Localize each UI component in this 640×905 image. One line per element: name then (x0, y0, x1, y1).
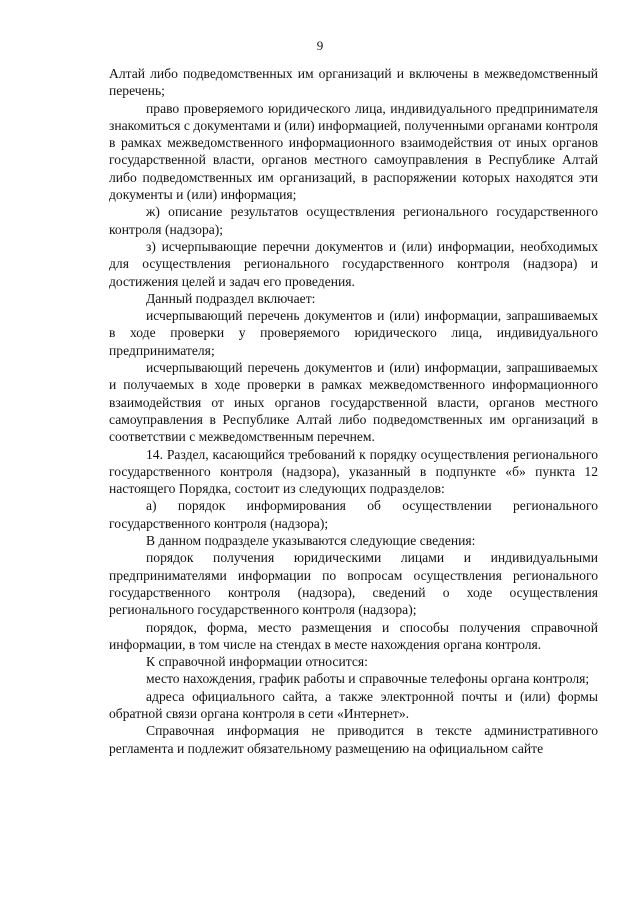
paragraph: Данный подраздел включает: (146, 290, 316, 306)
paragraph: К справочной информации относится: (146, 654, 368, 670)
paragraph: Справочная информация не приводится в тексте административного регламента и подлежит обязательному размещению на официальном сайте (109, 723, 598, 756)
paragraph: а) порядок информирования об осуществлении регионального государственного контроля (надзора); (109, 498, 598, 531)
paragraph: порядок, форма, место размещения и способы получения справочной информации, в том числе на стендах в месте нахождения органа контроля. (109, 619, 598, 652)
paragraph: Алтай либо подведомственных им организаций и включены в межведомственный перечень; (109, 66, 598, 99)
paragraph: 14. Раздел, касающийся требований к порядку осуществления регионального государственного контроля (надзора), указанный в подпункте «б» пункта 12 настоящего Порядка, состоит из следующих подразделов: (109, 446, 598, 497)
paragraph: место нахождения, график работы и справочные телефоны органа контроля; (146, 671, 590, 687)
document-body (109, 65, 598, 757)
paragraph: ж) описание результатов осуществления регионального государственного контроля (надзора); (109, 204, 598, 237)
paragraph: порядок получения юридическими лицами и индивидуальными предпринимателями информации по вопросам осуществления регионального государственного контроля (надзора), сведений о ходе осуществления регионального государственного контроля (надзора); (109, 550, 598, 618)
page-number: 9 (316, 38, 324, 53)
paragraph: В данном подразделе указываются следующие сведения: (146, 533, 476, 549)
paragraph: право проверяемого юридического лица, индивидуального предпринимателя знакомиться с документами и (или) информацией, полученными органами контроля в рамках межведомственного информационного взаимодействия от иных органов государственной власти, органов местного самоуправления в Республике Алтай либо подведомственных им организаций, в распоряжении которых находятся эти документы и (или) информация; (109, 100, 598, 203)
paragraph: адреса официального сайта, а также электронной почты и (или) формы обратной связи органа контроля в сети «Интернет». (109, 688, 598, 721)
paragraph: исчерпывающий перечень документов и (или) информации, запрашиваемых в ходе проверки у проверяемого юридического лица, индивидуального предпринимателя; (109, 308, 598, 358)
paragraph: исчерпывающий перечень документов и (или) информации, запрашиваемых и получаемых в ходе проверки в рамках межведомственного информационного взаимодействия от иных органов государственной власти, органов местного самоуправления в Республике Алтай либо подведомственных им организаций в соответствии с межведомственным перечнем. (109, 360, 598, 445)
paragraph: з) исчерпывающие перечни документов и (или) информации, необходимых для осуществления регионального государственного контроля (надзора) и достижения целей и задач его проведения. (109, 238, 598, 289)
